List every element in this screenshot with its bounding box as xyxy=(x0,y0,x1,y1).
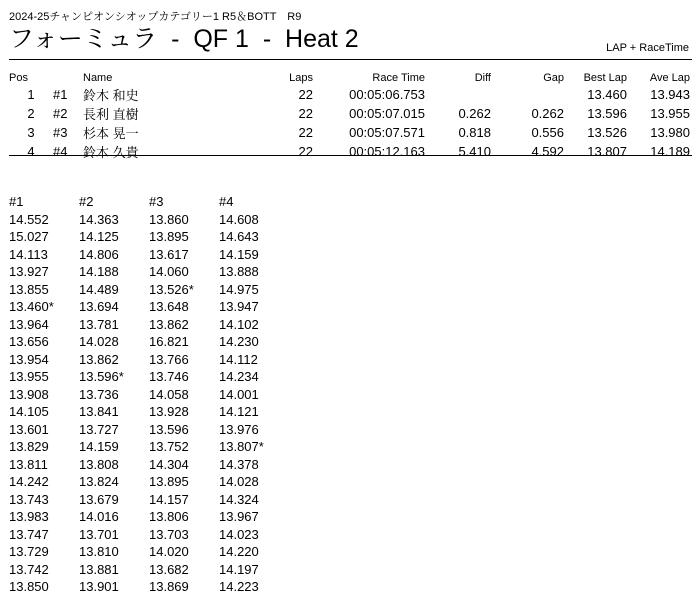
lap-time: 14.378 xyxy=(219,456,259,472)
results-divider xyxy=(9,155,692,156)
lap-time: 13.808 xyxy=(79,456,119,472)
cell-best-lap: 13.460 xyxy=(587,87,627,102)
lap-time: 14.230 xyxy=(219,334,259,349)
lap-time: 13.869 xyxy=(149,579,189,594)
lap-time: 13.850 xyxy=(9,579,49,594)
col-pos: Pos xyxy=(9,72,28,84)
cell-race-time: 00:05:06.753 xyxy=(349,87,425,102)
lap-column xyxy=(79,193,149,596)
lap-time: 14.975 xyxy=(219,281,259,297)
cell-diff xyxy=(425,85,491,104)
cell-gap: 0.262 xyxy=(531,106,564,121)
header-divider xyxy=(9,59,692,60)
lap-time: 13.648 xyxy=(149,299,189,314)
lap-time: 13.682 xyxy=(149,561,189,577)
lap-time: 13.766 xyxy=(149,351,189,367)
lap-time: 13.983 xyxy=(9,509,49,524)
table-row xyxy=(9,123,690,142)
col-best-lap: Best Lap xyxy=(583,72,627,84)
cell-laps: 22 xyxy=(298,125,313,140)
cell-number: #2 xyxy=(53,106,68,121)
lap-time: 14.001 xyxy=(219,386,259,402)
lap-time: 14.363 xyxy=(79,211,119,227)
cell-best-lap: 13.596 xyxy=(587,106,627,121)
lap-time: 13.841 xyxy=(79,404,119,419)
lap-time: 14.028 xyxy=(219,474,259,489)
lap-time: 13.964 xyxy=(9,316,49,332)
table-row xyxy=(9,85,690,104)
lap-time: 14.643 xyxy=(219,229,259,244)
lap-time: 13.881 xyxy=(79,561,119,577)
col-race-time: Race Time xyxy=(372,72,425,84)
lap-time: 13.810 xyxy=(79,544,119,559)
lap-time: 14.113 xyxy=(9,246,48,262)
cell-diff: 0.262 xyxy=(458,106,491,121)
cell-name: 鈴木 久貴 xyxy=(83,145,139,160)
lap-time: 14.157 xyxy=(149,491,189,507)
lap-time: 14.105 xyxy=(9,404,49,419)
lap-time: 13.694 xyxy=(79,299,119,314)
cell-pos: 2 xyxy=(27,106,35,121)
lap-time: 14.159 xyxy=(79,439,119,454)
col-gap: Gap xyxy=(543,72,564,84)
lap-time: 13.824 xyxy=(79,474,119,489)
lap-time: 13.888 xyxy=(219,264,259,279)
lap-time: 13.703 xyxy=(149,526,189,542)
lap-time: 13.781 xyxy=(79,316,119,332)
cell-race-time: 00:05:12.163 xyxy=(349,144,425,159)
lap-column-header: #3 xyxy=(149,194,164,209)
lap-time: 16.821 xyxy=(149,334,189,349)
lap-time: 13.752 xyxy=(149,439,189,454)
cell-gap: 4.592 xyxy=(531,144,564,159)
lap-time: 14.234 xyxy=(219,369,259,384)
cell-pos: 1 xyxy=(27,87,35,102)
lap-column xyxy=(9,193,79,596)
lap-time: 14.125 xyxy=(79,229,119,244)
lap-time: 14.197 xyxy=(219,561,259,577)
lap-time: 13.747 xyxy=(9,526,49,542)
cell-name: 長利 直樹 xyxy=(83,107,139,122)
lap-column-header: #2 xyxy=(79,194,94,209)
cell-race-time: 00:05:07.015 xyxy=(349,106,425,121)
lap-time: 13.596 xyxy=(149,421,189,437)
lap-time: 13.656 xyxy=(9,334,49,349)
cell-pos: 3 xyxy=(27,125,35,140)
lap-time: 14.159 xyxy=(219,246,259,262)
lap-time: 13.601 xyxy=(9,421,49,437)
cell-laps: 22 xyxy=(298,106,313,121)
lap-time: 14.102 xyxy=(219,316,259,332)
lap-time: 13.617 xyxy=(149,246,189,262)
cell-ave-lap: 13.943 xyxy=(650,87,690,102)
lap-time: 13.701 xyxy=(79,526,119,542)
lap-time: 13.862 xyxy=(79,351,119,367)
lap-time: 13.727 xyxy=(79,421,119,437)
page-title: フォーミュラ - QF 1 - Heat 2 xyxy=(9,25,359,53)
lap-time: 13.807* xyxy=(219,439,264,454)
lap-time: 14.608 xyxy=(219,211,259,227)
cell-diff: 0.818 xyxy=(458,125,491,140)
lap-time: 14.188 xyxy=(79,264,119,279)
lap-time: 13.967 xyxy=(219,509,259,524)
lap-time: 14.112 xyxy=(219,351,258,367)
lap-time: 13.927 xyxy=(9,264,49,279)
lap-time: 14.489 xyxy=(79,281,119,297)
cell-gap: 0.556 xyxy=(531,125,564,140)
lap-time: 13.976 xyxy=(219,421,259,437)
report-mode-label: LAP + RaceTime xyxy=(606,42,689,54)
lap-column xyxy=(219,193,289,596)
lap-time: 13.862 xyxy=(149,316,189,332)
cell-number: #3 xyxy=(53,125,68,140)
lap-column-header: #1 xyxy=(9,194,24,209)
lap-time: 13.596* xyxy=(79,369,124,384)
lap-column xyxy=(149,193,219,596)
lap-time: 13.954 xyxy=(9,351,49,367)
lap-time: 13.829 xyxy=(9,439,49,454)
lap-time: 14.220 xyxy=(219,544,259,559)
lap-time: 13.908 xyxy=(9,386,49,402)
cell-number: #4 xyxy=(53,144,68,159)
lap-time: 14.060 xyxy=(149,264,189,279)
lap-time: 13.746 xyxy=(149,369,189,384)
lap-time: 13.895 xyxy=(149,474,189,489)
lap-time: 14.023 xyxy=(219,526,259,542)
lap-time: 13.811 xyxy=(9,456,48,472)
col-name: Name xyxy=(83,72,113,84)
lap-time: 13.860 xyxy=(149,211,189,227)
cell-diff: 5.410 xyxy=(458,144,491,159)
event-subtitle: 2024-25チャンピオンシオップカテゴリー1 R5＆BOTT R9 xyxy=(9,11,302,23)
lap-time: 14.016 xyxy=(79,509,119,524)
cell-name: 鈴木 和史 xyxy=(83,88,139,103)
lap-time: 13.679 xyxy=(79,491,119,507)
lap-time: 14.242 xyxy=(9,474,49,489)
lap-time: 13.855 xyxy=(9,281,49,297)
table-row xyxy=(9,142,690,161)
cell-name: 杉本 晃一 xyxy=(83,126,139,141)
lap-time: 13.928 xyxy=(149,404,189,419)
cell-gap xyxy=(491,85,564,104)
lap-time: 15.027 xyxy=(9,229,49,244)
cell-race-time: 00:05:07.571 xyxy=(349,125,425,140)
results-header-row xyxy=(9,71,690,85)
lap-time: 13.895 xyxy=(149,229,189,244)
lap-time: 14.806 xyxy=(79,246,119,262)
lap-time: 14.020 xyxy=(149,544,189,559)
cell-number: #1 xyxy=(53,87,68,102)
lap-time: 13.806 xyxy=(149,509,189,524)
lap-time: 14.121 xyxy=(219,404,259,419)
cell-best-lap: 13.807 xyxy=(587,144,627,159)
lap-time: 13.955 xyxy=(9,369,49,384)
lap-column-header: #4 xyxy=(219,194,234,209)
cell-laps: 22 xyxy=(298,87,313,102)
col-number xyxy=(53,71,83,85)
lap-time: 13.742 xyxy=(9,561,49,577)
cell-ave-lap: 13.980 xyxy=(650,125,690,140)
lap-time: 13.526* xyxy=(149,281,194,297)
lap-time: 13.947 xyxy=(219,299,259,314)
lap-time: 14.028 xyxy=(79,334,119,349)
col-laps: Laps xyxy=(289,72,313,84)
col-ave-lap: Ave Lap xyxy=(649,72,690,84)
lap-time: 13.736 xyxy=(79,386,119,402)
lap-time: 14.324 xyxy=(219,491,259,507)
cell-best-lap: 13.526 xyxy=(587,125,627,140)
col-diff: Diff xyxy=(474,72,491,84)
results-table xyxy=(9,71,690,161)
lap-time: 13.901 xyxy=(79,579,119,594)
table-row xyxy=(9,104,690,123)
cell-pos: 4 xyxy=(27,144,35,159)
cell-ave-lap: 14.189 xyxy=(650,144,690,159)
lap-time: 14.223 xyxy=(219,579,259,594)
cell-laps: 22 xyxy=(298,144,313,159)
cell-ave-lap: 13.955 xyxy=(650,106,690,121)
lap-time: 14.058 xyxy=(149,386,189,402)
lap-time: 13.743 xyxy=(9,491,49,507)
lap-time: 13.460* xyxy=(9,299,54,314)
lap-time: 13.729 xyxy=(9,544,49,559)
lap-time: 14.552 xyxy=(9,211,49,227)
lap-time: 14.304 xyxy=(149,456,189,472)
